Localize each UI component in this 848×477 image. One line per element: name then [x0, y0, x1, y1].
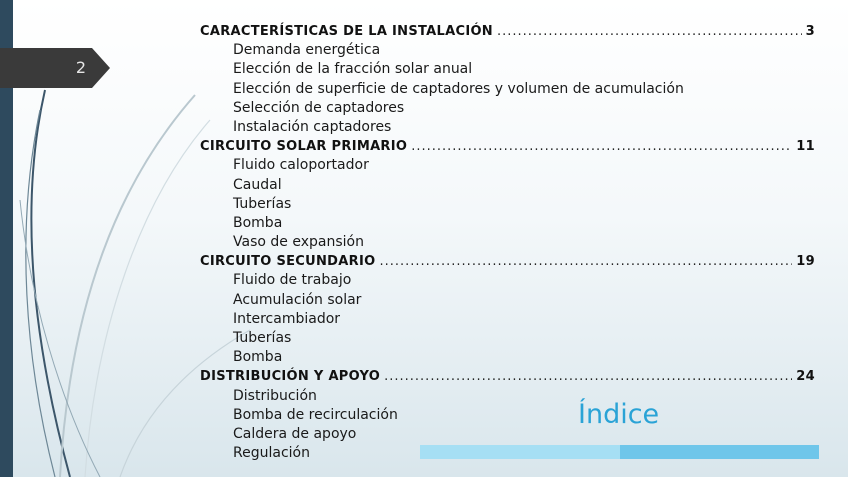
toc-item: Instalación captadores	[233, 118, 392, 135]
toc-section-heading	[200, 252, 815, 271]
toc-section-page: 11	[796, 139, 815, 155]
toc-item: Elección de la fracción solar anual	[233, 61, 473, 78]
toc-item: Caudal	[233, 176, 282, 193]
toc-item: Selección de captadores	[233, 99, 405, 116]
page-number: 2	[75, 58, 87, 77]
page-number-arrow	[0, 48, 110, 88]
toc-section-title: DISTRIBUCIÓN Y APOYO	[200, 369, 381, 385]
toc-item: Bomba de recirculación	[233, 406, 398, 423]
toc-item: Distribución	[233, 387, 317, 404]
toc-section-page: 24	[796, 369, 815, 385]
toc-item: Acumulación solar	[233, 291, 362, 308]
toc-dot-leader	[497, 22, 802, 41]
table-of-contents	[200, 22, 815, 463]
toc-item: Demanda energética	[233, 42, 381, 59]
toc-section-title: CARACTERÍSTICAS DE LA INSTALACIÓN	[200, 24, 493, 39]
toc-item: Elección de superficie de captadores y volumen de acumulación	[233, 80, 684, 97]
toc-section-page: 19	[796, 254, 815, 270]
toc-section-page: 3	[805, 24, 815, 39]
toc-dot-leader	[384, 367, 792, 386]
toc-item: Fluido caloportador	[233, 157, 369, 174]
toc-item: Tuberías	[233, 195, 292, 212]
slide-title: Índice	[578, 399, 660, 430]
toc-item: Vaso de expansión	[233, 234, 364, 251]
toc-item: Fluido de trabajo	[233, 272, 352, 289]
decorative-bar-dark	[620, 445, 819, 459]
toc-item: Regulación	[233, 445, 310, 462]
toc-item: Caldera de apoyo	[233, 425, 357, 442]
toc-section-heading	[200, 367, 815, 386]
toc-section-heading	[200, 137, 815, 156]
decorative-bar-light	[420, 445, 620, 459]
toc-dot-leader	[411, 137, 792, 156]
toc-section-title: CIRCUITO SOLAR PRIMARIO	[200, 139, 408, 155]
toc-item: Bomba	[233, 214, 283, 231]
toc-item: Bomba	[233, 349, 283, 366]
toc-section-title: CIRCUITO SECUNDARIO	[200, 254, 376, 270]
toc-section-heading	[200, 22, 815, 41]
toc-item: Intercambiador	[233, 310, 341, 327]
toc-dot-leader	[379, 252, 792, 271]
toc-item: Tuberías	[233, 330, 292, 346]
